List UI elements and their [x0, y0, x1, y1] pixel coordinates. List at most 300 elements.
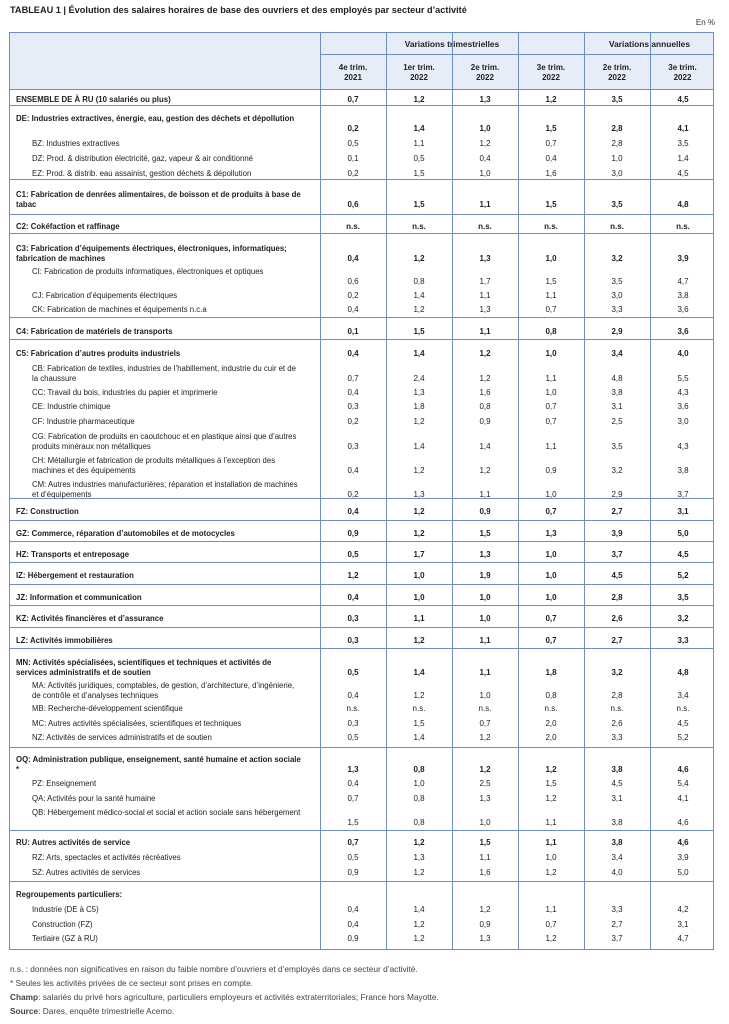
row-group-divider — [10, 562, 713, 563]
table-cell: 1,2 — [479, 349, 491, 358]
table-cell: 0,5 — [347, 550, 359, 559]
table-cell: 1,2 — [545, 764, 557, 774]
table-cell: n.s. — [412, 222, 426, 231]
table-cell: 1,1 — [545, 291, 557, 300]
table-cell: 3,7 — [611, 550, 623, 559]
table-cell: 1,4 — [413, 123, 425, 133]
row-label-subsector: EZ: Prod. & distrib. eau assainist, gestion déchets & dépollution — [32, 169, 252, 178]
table-cell: 0,9 — [347, 868, 359, 877]
table-cell: 0,4 — [347, 920, 359, 929]
table-cell: 0,8 — [545, 327, 557, 336]
table-cell: 4,3 — [677, 441, 689, 451]
table-cell: 1,1 — [413, 139, 425, 148]
row-label-subsector: DZ: Prod. & distribution électricité, gaz, vapeur & air conditionné — [32, 154, 254, 163]
table-cell: 3,1 — [677, 920, 689, 929]
table-cell: 1,0 — [611, 154, 623, 163]
table-cell: 0,4 — [347, 349, 359, 358]
table-cell: 0,5 — [347, 853, 359, 862]
table-cell: 1,9 — [479, 571, 491, 580]
table-cell: 0,7 — [545, 402, 557, 411]
table-cell: 5,4 — [677, 779, 689, 788]
table-cell: 1,1 — [479, 327, 491, 336]
table-cell: 4,5 — [677, 95, 689, 104]
table-cell: 1,2 — [347, 571, 359, 580]
table-cell: 1,2 — [479, 139, 491, 148]
row-label-subsector: CM: Autres industries manufacturières; réparation et installation de machines et d’équipements — [32, 480, 298, 499]
table-cell: 2,9 — [611, 489, 623, 499]
champ-text: : salariés du privé hors agriculture, particuliers employeurs et activités extraterritoriales; France hors Mayotte. — [38, 992, 439, 1002]
row-label-subsector: RZ: Arts, spectacles et activités récréatives — [32, 853, 181, 862]
row-label-subsector: MA: Activités juridiques, comptables, de gestion, d’architecture, d’ingénierie, de contrôle et d’analyses techniques — [32, 681, 295, 700]
table-cell: 0,9 — [545, 465, 557, 475]
table-cell: 1,4 — [677, 154, 689, 163]
table-cell: 4,1 — [677, 794, 689, 803]
table-cell: 2,8 — [611, 123, 623, 133]
champ-label: Champ — [10, 992, 39, 1002]
row-group-divider — [10, 520, 713, 521]
table-cell: 4,1 — [677, 123, 689, 133]
column-header-year: 2021 — [344, 73, 362, 82]
table-cell: n.s. — [346, 222, 360, 231]
row-label-sector: MN: Activités spécialisées, scientifiques et techniques et activités de services administratifs et de soutien — [16, 658, 272, 677]
table-cell: 4,5 — [677, 550, 689, 559]
footnote-ns: n.s. : données non significatives en raison du faible nombre d’ouvriers et d’employés dans ce secteur d’activité. — [10, 964, 418, 974]
table-cell: 3,3 — [611, 305, 623, 314]
row-label-subsector: Construction (FZ) — [32, 920, 93, 929]
column-header-year: 2022 — [542, 73, 560, 82]
footnote-champ — [10, 992, 439, 1002]
row-label-sector: C4: Fabrication de matériels de transports — [16, 327, 173, 336]
source-text: : Dares, enquête trimestrielle Acemo. — [38, 1006, 175, 1016]
table-cell: 5,2 — [677, 571, 689, 580]
table-cell: 3,3 — [611, 905, 623, 914]
table-cell: 1,8 — [413, 402, 425, 411]
row-label-subsector: CI: Fabrication de produits informatiques, électroniques et optiques — [32, 267, 264, 276]
table-cell: 3,4 — [677, 690, 689, 700]
table-cell: n.s. — [676, 222, 690, 231]
table-cell: n.s. — [478, 704, 492, 713]
table-cell: 0,8 — [413, 764, 425, 774]
table-cell: 1,2 — [479, 905, 491, 914]
table-cell: 0,3 — [347, 636, 359, 645]
table-cell: 1,1 — [479, 667, 491, 677]
table-cell: 1,4 — [413, 733, 425, 742]
table-cell: 1,2 — [413, 868, 425, 877]
footnote-star: * Seules les activités privées de ce secteur sont prises en compte. — [10, 978, 254, 988]
table-cell: n.s. — [544, 222, 558, 231]
row-group-divider — [10, 648, 713, 649]
table-cell: 1,1 — [545, 817, 557, 827]
table-cell: 1,3 — [479, 253, 491, 263]
table-cell: 3,9 — [611, 529, 623, 538]
table-cell: 4,0 — [677, 349, 689, 358]
row-label-subsector: CF: Industrie pharmaceutique — [32, 417, 135, 426]
table-cell: 1,5 — [347, 817, 359, 827]
table-title: TABLEAU 1 | Évolution des salaires horaires de base des ouvriers et des employés par secteur d’activité — [10, 5, 467, 15]
table-cell: 1,5 — [413, 719, 425, 728]
table-cell: 1,1 — [545, 905, 557, 914]
table-cell: 0,9 — [479, 507, 491, 516]
row-label-sector: LZ: Activités immobilières — [16, 636, 113, 645]
column-divider — [650, 33, 651, 949]
row-label-subsector: SZ: Autres activités de services — [32, 868, 141, 877]
table-cell: 1,3 — [479, 550, 491, 559]
column-divider — [386, 33, 387, 949]
table-cell: 2,8 — [611, 593, 623, 602]
table-cell: 1,0 — [545, 349, 557, 358]
row-group-divider — [10, 105, 713, 106]
row-label-sector: OQ: Administration publique, enseignement, santé humaine et action sociale * — [16, 755, 301, 774]
table-cell: 0,4 — [347, 779, 359, 788]
column-header-year: 2022 — [476, 73, 494, 82]
table-cell: 1,0 — [545, 388, 557, 397]
table-cell: 4,5 — [677, 719, 689, 728]
table-cell: 0,8 — [479, 402, 491, 411]
row-label-subsector: NZ: Activités de services administratifs et de soutien — [32, 733, 212, 742]
table-cell: 2,8 — [611, 139, 623, 148]
table-cell: 0,9 — [347, 529, 359, 538]
table-cell: 3,6 — [677, 327, 689, 336]
table-cell: 3,1 — [677, 507, 689, 516]
table-cell: 1,1 — [545, 838, 557, 847]
table-cell: 0,2 — [347, 489, 359, 499]
row-label-sector: ENSEMBLE DE À RU (10 salariés ou plus) — [16, 95, 171, 104]
table-cell: 1,5 — [545, 779, 557, 788]
row-label-sector: JZ: Information et communication — [16, 593, 142, 602]
table-cell: 3,8 — [611, 838, 623, 847]
row-label-sector: FZ: Construction — [16, 507, 79, 516]
table-cell: 0,7 — [545, 507, 557, 516]
table-cell: 1,5 — [545, 276, 557, 286]
table-cell: 3,5 — [677, 593, 689, 602]
table-cell: 0,5 — [413, 154, 425, 163]
row-group-divider — [10, 584, 713, 585]
table-cell: 1,2 — [413, 95, 425, 104]
header-bottom-rule — [10, 89, 713, 90]
row-group-divider — [10, 881, 713, 882]
column-header — [518, 63, 584, 83]
table-cell: 1,3 — [479, 305, 491, 314]
table-cell: n.s. — [478, 222, 492, 231]
unit-label: En % — [695, 18, 715, 27]
table-cell: 4,6 — [677, 764, 689, 774]
column-divider — [518, 33, 519, 949]
table-cell: 4,8 — [611, 373, 623, 383]
table-cell: 4,6 — [677, 817, 689, 827]
table-cell: 4,0 — [611, 868, 623, 877]
table-cell: 1,2 — [413, 305, 425, 314]
table-cell: 1,5 — [413, 169, 425, 178]
table-cell: 3,2 — [611, 253, 623, 263]
column-header-period: 2e trim. — [470, 63, 500, 72]
table-cell: 1,0 — [479, 614, 491, 623]
table-cell: n.s. — [676, 704, 690, 713]
table-cell: 0,7 — [347, 838, 359, 847]
row-label-sector: C2: Cokéfaction et raffinage — [16, 222, 120, 231]
table-cell: 0,5 — [347, 733, 359, 742]
table-cell: 1,4 — [413, 349, 425, 358]
table-cell: 1,4 — [413, 291, 425, 300]
table-cell: 0,2 — [347, 417, 359, 426]
table-cell: 2,5 — [479, 779, 491, 788]
row-label-sector: C3: Fabrication d’équipements électriques, électroniques, informatiques; fabrication de machines — [16, 244, 287, 263]
table-cell: 0,4 — [347, 305, 359, 314]
table-cell: 0,4 — [347, 593, 359, 602]
column-header-period: 4e trim. — [338, 63, 368, 72]
table-cell: 4,5 — [611, 571, 623, 580]
table-cell: 1,0 — [479, 169, 491, 178]
table-cell: 1,0 — [545, 489, 557, 499]
table-cell: 1,5 — [545, 123, 557, 133]
table-cell: 3,8 — [611, 817, 623, 827]
table-cell: 4,8 — [677, 667, 689, 677]
table-cell: 4,5 — [677, 169, 689, 178]
table-cell: 2,6 — [611, 614, 623, 623]
table-cell: 0,3 — [347, 402, 359, 411]
table-cell: 2,7 — [611, 507, 623, 516]
table-cell: 1,2 — [545, 95, 557, 104]
table-cell: 2,5 — [611, 417, 623, 426]
table-cell: 3,0 — [611, 169, 623, 178]
table-cell: 0,4 — [347, 905, 359, 914]
column-header — [584, 63, 650, 83]
table-cell: 2,6 — [611, 719, 623, 728]
table-cell: 0,4 — [347, 388, 359, 397]
table-cell: 3,8 — [611, 764, 623, 774]
source-label: Source — [10, 1006, 39, 1016]
table-cell: 2,0 — [545, 719, 557, 728]
table-cell: 0,3 — [347, 614, 359, 623]
table-cell: 1,5 — [413, 327, 425, 336]
row-group-divider — [10, 747, 713, 748]
row-label-sector: HZ: Transports et entreposage — [16, 550, 130, 559]
row-group-divider — [10, 627, 713, 628]
table-cell: 1,3 — [413, 853, 425, 862]
table-cell: 1,4 — [413, 905, 425, 914]
table-cell: 1,1 — [545, 441, 557, 451]
footnote-source — [10, 1006, 174, 1016]
table-cell: 0,8 — [545, 690, 557, 700]
table-cell: 0,2 — [347, 291, 359, 300]
row-label-subsector: MB: Recherche-développement scientifique — [32, 704, 183, 713]
data-table — [9, 32, 714, 950]
table-cell: 3,5 — [611, 95, 623, 104]
column-header — [452, 63, 518, 83]
table-cell: 1,1 — [479, 291, 491, 300]
table-cell: 1,0 — [413, 779, 425, 788]
table-cell: 0,7 — [545, 139, 557, 148]
table-cell: 0,4 — [347, 690, 359, 700]
table-cell: 4,5 — [611, 779, 623, 788]
table-cell: 1,2 — [413, 838, 425, 847]
row-label-subsector: CK: Fabrication de machines et équipements n.c.a — [32, 305, 207, 314]
row-label-subsector: CJ: Fabrication d’équipements électriques — [32, 291, 178, 300]
table-cell: 1,3 — [479, 95, 491, 104]
row-label-sector: Regroupements particuliers: — [16, 890, 123, 899]
table-cell: 1,0 — [479, 817, 491, 827]
row-label-subsector: BZ: Industries extractives — [32, 139, 120, 148]
table-cell: 2,0 — [545, 733, 557, 742]
table-cell: 3,4 — [611, 853, 623, 862]
table-cell: 3,8 — [611, 388, 623, 397]
column-header-period: 3e trim. — [536, 63, 566, 72]
table-cell: 0,1 — [347, 327, 359, 336]
column-header-year: 2022 — [673, 73, 692, 82]
table-cell: 1,2 — [545, 868, 557, 877]
column-header — [386, 63, 452, 83]
table-cell: 0,9 — [479, 920, 491, 929]
table-cell: 0,7 — [545, 614, 557, 623]
table-cell: 3,3 — [611, 733, 623, 742]
column-header-year: 2022 — [410, 73, 428, 82]
row-label-sector: GZ: Commerce, réparation d’automobiles et de motocycles — [16, 529, 235, 538]
table-cell: 3,9 — [677, 853, 689, 862]
table-cell: 1,5 — [479, 838, 491, 847]
table-cell: 3,5 — [611, 441, 623, 451]
table-cell: 1,7 — [413, 550, 425, 559]
row-group-divider — [10, 233, 713, 234]
table-cell: 1,6 — [479, 388, 491, 397]
table-cell: 2,4 — [413, 373, 425, 383]
table-cell: n.s. — [346, 704, 360, 713]
column-divider — [584, 33, 585, 949]
table-cell: 3,4 — [611, 349, 623, 358]
table-cell: 1,0 — [545, 550, 557, 559]
row-label-subsector: MC: Autres activités spécialisées, scientifiques et techniques — [32, 719, 242, 728]
table-cell: 3,9 — [677, 253, 689, 263]
table-cell: n.s. — [610, 704, 624, 713]
table-cell: 3,1 — [611, 402, 623, 411]
table-cell: 1,1 — [479, 489, 491, 499]
table-cell: 1,0 — [413, 571, 425, 580]
table-cell: 1,2 — [413, 253, 425, 263]
row-group-divider — [10, 541, 713, 542]
table-cell: 1,0 — [413, 593, 425, 602]
table-cell: 3,7 — [677, 489, 689, 499]
row-label-sector: RU: Autres activités de service — [16, 838, 131, 847]
table-cell: 5,2 — [677, 733, 689, 742]
row-group-divider — [10, 179, 713, 180]
table-cell: 1,1 — [479, 199, 491, 209]
table-cell: 1,2 — [413, 920, 425, 929]
row-label-sector: IZ: Hébergement et restauration — [16, 571, 134, 580]
table-cell: n.s. — [610, 222, 624, 231]
table-cell: 3,5 — [611, 276, 623, 286]
table-cell: 1,3 — [479, 794, 491, 803]
row-label-subsector: CG: Fabrication de produits en caoutchouc et en plastique ainsi que d’autres produits minéraux non métalliques — [32, 432, 297, 451]
table-cell: 3,6 — [677, 305, 689, 314]
table-cell: 4,7 — [677, 276, 689, 286]
table-cell: 1,3 — [413, 388, 425, 397]
table-cell: 0,3 — [347, 441, 359, 451]
table-cell: 2,8 — [611, 690, 623, 700]
table-cell: 0,2 — [347, 123, 359, 133]
table-cell: 1,2 — [413, 507, 425, 516]
table-cell: 0,7 — [545, 417, 557, 426]
table-cell: 4,7 — [677, 934, 689, 943]
table-cell: 1,6 — [545, 169, 557, 178]
column-header-period: 3e trim. — [668, 63, 697, 72]
row-label-subsector: PZ: Enseignement — [32, 779, 97, 788]
table-cell: 0,9 — [347, 934, 359, 943]
row-group-divider — [10, 339, 713, 340]
table-cell: 0,2 — [347, 169, 359, 178]
table-cell: 0,7 — [347, 373, 359, 383]
table-cell: 3,2 — [611, 667, 623, 677]
table-cell: 0,1 — [347, 154, 359, 163]
table-cell: 1,0 — [545, 253, 557, 263]
row-label-sector: C1: Fabrication de denrées alimentaires, de boisson et de produits à base de tabac — [16, 190, 301, 209]
table-cell: 1,4 — [413, 441, 425, 451]
table-cell: 0,9 — [479, 417, 491, 426]
table-cell: n.s. — [412, 704, 426, 713]
table-cell: 1,0 — [545, 593, 557, 602]
table-cell: 3,7 — [611, 934, 623, 943]
table-cell: 1,6 — [479, 868, 491, 877]
row-label-subsector: Tertiaire (GZ à RU) — [32, 934, 98, 943]
table-cell: 1,3 — [545, 529, 557, 538]
column-header — [650, 63, 715, 83]
row-group-divider — [10, 214, 713, 215]
table-cell: 4,8 — [677, 199, 689, 209]
table-cell: 3,5 — [611, 199, 623, 209]
table-cell: 1,0 — [479, 593, 491, 602]
row-label-subsector: CH: Métallurgie et fabrication de produits métalliques à l’exception des machines et des équipements — [32, 456, 276, 475]
row-label-sector: DE: Industries extractives, énergie, eau, gestion des déchets et dépollution — [16, 114, 295, 123]
row-label-subsector: CB: Fabrication de textiles, industries de l’habillement, industrie du cuir et de la chaussure — [32, 364, 296, 383]
table-cell: 0,4 — [347, 507, 359, 516]
column-header-period: 1er trim. — [403, 63, 435, 72]
row-group-divider — [10, 830, 713, 831]
table-cell: 1,4 — [479, 441, 491, 451]
table-cell: 1,0 — [479, 123, 491, 133]
table-cell: 0,6 — [347, 199, 359, 209]
table-cell: 1,2 — [545, 794, 557, 803]
table-cell: 0,7 — [347, 794, 359, 803]
table-cell: 1,2 — [413, 934, 425, 943]
table-cell: 3,5 — [677, 139, 689, 148]
group-header-divider — [320, 54, 713, 55]
row-group-divider — [10, 605, 713, 606]
table-cell: 1,2 — [413, 529, 425, 538]
table-cell: 5,0 — [677, 868, 689, 877]
table-cell: 0,4 — [347, 465, 359, 475]
table-cell: 1,0 — [545, 853, 557, 862]
table-cell: 0,4 — [347, 253, 359, 263]
table-cell: 1,8 — [545, 667, 557, 677]
group-header-quarterly: Variations trimestrielles — [404, 39, 500, 49]
table-cell: 1,2 — [545, 934, 557, 943]
table-cell: 1,2 — [413, 636, 425, 645]
row-label-subsector: CE: Industrie chimique — [32, 402, 111, 411]
table-cell: 4,2 — [677, 905, 689, 914]
column-header-period: 2e trim. — [602, 63, 632, 72]
table-cell: 0,8 — [413, 817, 425, 827]
table-cell: 3,2 — [677, 614, 689, 623]
table-cell: 3,0 — [677, 417, 689, 426]
table-cell: 0,6 — [347, 276, 359, 286]
table-cell: 1,5 — [545, 199, 557, 209]
table-cell: 1,4 — [413, 667, 425, 677]
table-cell: 1,2 — [479, 733, 491, 742]
row-group-divider — [10, 317, 713, 318]
table-cell: 1,7 — [479, 276, 491, 286]
column-header — [320, 63, 386, 83]
table-cell: 2,9 — [611, 327, 623, 336]
table-cell: 0,4 — [545, 154, 557, 163]
table-cell: 0,4 — [479, 154, 491, 163]
table-cell: 0,7 — [545, 305, 557, 314]
